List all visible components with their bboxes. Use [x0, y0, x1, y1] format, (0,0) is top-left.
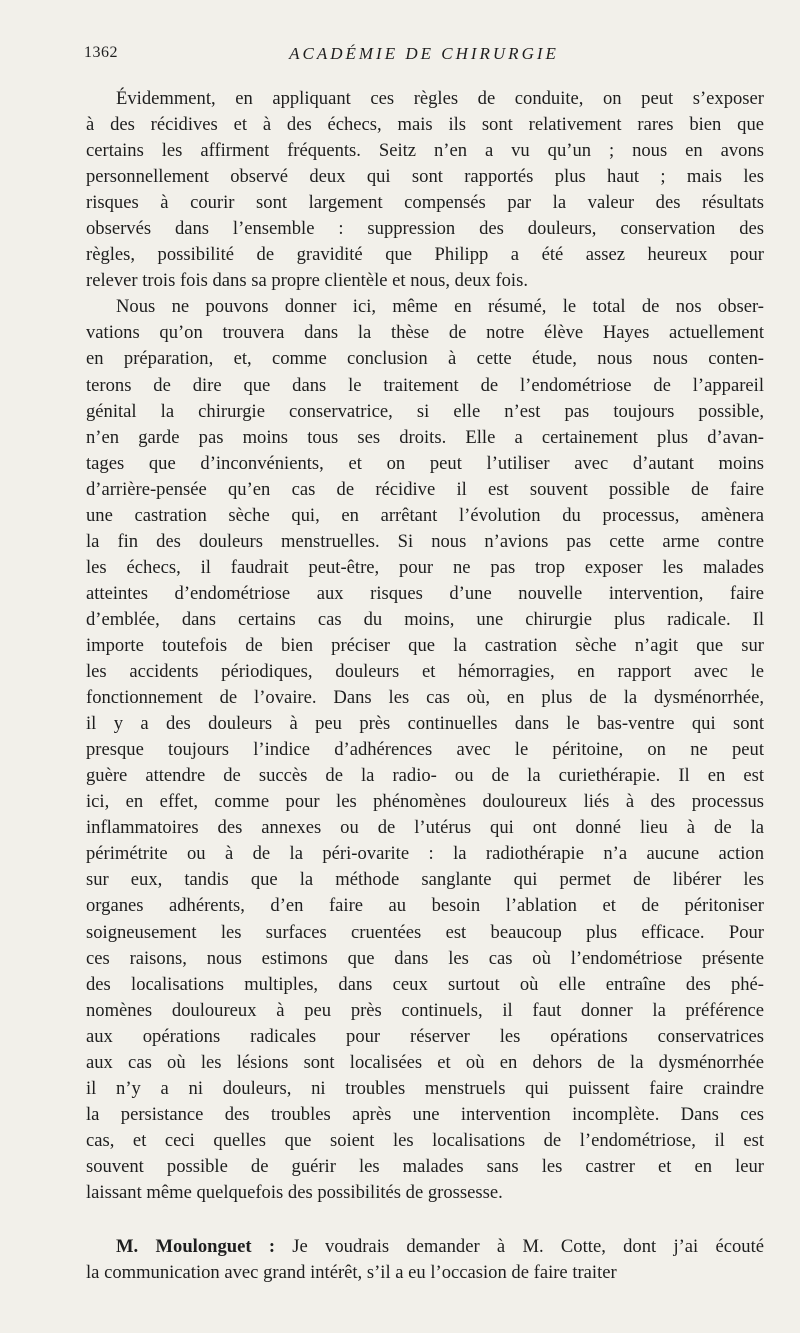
- paragraph-line: des localisations multiples, dans ceux surtout où elle entraîne des phé-: [86, 973, 764, 995]
- paragraph-line: en préparation, et, comme conclusion à cette étude, nous nous conten-: [86, 348, 764, 370]
- paragraph-line: à des récidives et à des échecs, mais ils sont relativement rares bien que: [86, 114, 764, 136]
- paragraph-line: les échecs, il faudrait peut-être, pour ne pas trop exposer les malades: [86, 556, 764, 578]
- page-header: [84, 44, 764, 72]
- paragraph-line: laissant même quelquefois des possibilités de grossesse.: [86, 1181, 503, 1203]
- paragraph-line: vations qu’on trouvera dans la thèse de notre élève Hayes actuellement: [86, 322, 764, 344]
- paragraph-line: risques à courir sont largement compensés par la valeur des résultats: [86, 192, 764, 214]
- discussion-paragraph: [86, 1234, 764, 1286]
- paragraph-line: fonctionnement de l’ovaire. Dans les cas où, en plus de la dysménorrhée,: [86, 687, 764, 709]
- paragraph-line: d’emblée, dans certains cas du moins, une chirurgie plus radicale. Il: [86, 608, 764, 630]
- paragraph-line: aux opérations radicales pour réserver les opérations conservatrices: [86, 1025, 764, 1047]
- paragraph-2: [86, 294, 764, 1206]
- paragraph-line: ici, en effet, comme pour les phénomènes douloureux liés à des processus: [86, 791, 764, 813]
- paragraph-line: génital la chirurgie conservatrice, si elle n’est pas toujours possible,: [86, 400, 764, 422]
- body-text: [86, 86, 764, 1286]
- section-gap: [86, 1206, 764, 1234]
- paragraph-line: atteintes d’endométriose aux risques d’une nouvelle intervention, faire: [86, 582, 764, 604]
- paragraph-line: observés dans l’ensemble : suppression des douleurs, conservation des: [86, 218, 764, 240]
- paragraph-line: Évidemment, en appliquant ces règles de conduite, on peut s’exposer: [116, 88, 764, 109]
- paragraph-line: personnellement observé deux qui sont rapportés plus haut ; mais les: [86, 166, 764, 188]
- paragraph-line: souvent possible de guérir les malades sans les castrer et en leur: [86, 1155, 764, 1177]
- paragraph-line: terons de dire que dans le traitement de l’endométriose de l’appareil: [86, 374, 764, 396]
- paragraph-line: d’arrière-pensée qu’en cas de récidive il est souvent possible de faire: [86, 478, 764, 500]
- running-head: ACADÉMIE DE CHIRURGIE: [289, 44, 559, 63]
- paragraph-line: ces raisons, nous estimons que dans les cas où l’endométriose présente: [86, 947, 764, 969]
- paragraph-line: soigneusement les surfaces cruentées est beaucoup plus efficace. Pour: [86, 921, 764, 943]
- paragraph-line: inflammatoires des annexes ou de l’utérus qui ont donné lieu à de la: [86, 817, 764, 839]
- paragraph-line: une castration sèche qui, en arrêtant l’évolution du processus, amènera: [86, 504, 764, 526]
- paragraph-line: il y a des douleurs à peu près continuelles dans le bas-ventre qui sont: [86, 713, 764, 735]
- paragraph-line: périmétrite ou à de la péri-ovarite : la radiothérapie n’a aucune action: [86, 843, 764, 865]
- speaker-text: Je voudrais demander à M. Cotte, dont j’ai écouté: [292, 1236, 764, 1258]
- paragraph-line: la persistance des troubles après une intervention incomplète. Dans ces: [86, 1103, 764, 1125]
- paragraph-line: importe toutefois de bien préciser que la castration sèche n’agit que sur: [86, 634, 764, 656]
- page-number: 1362: [84, 44, 118, 61]
- paragraph-1: [86, 86, 764, 294]
- paragraph-line: aux cas où les lésions sont localisées et où en dehors de la dysménorrhée: [86, 1051, 764, 1073]
- paragraph-line: tages que d’inconvénients, et on peut l’utiliser avec d’autant moins: [86, 452, 764, 474]
- paragraph-line: cas, et ceci quelles que soient les localisations de l’endométriose, il est: [86, 1129, 764, 1151]
- speaker-name: M. Moulonguet :: [116, 1236, 276, 1258]
- paragraph-line: organes adhérents, d’en faire au besoin l’ablation et de péritoniser: [86, 895, 764, 917]
- paragraph-line: sur eux, tandis que la méthode sanglante qui permet de libérer les: [86, 869, 764, 891]
- paragraph-line: règles, possibilité de gravidité que Philipp a été assez heureux pour: [86, 244, 764, 266]
- paragraph-line: presque toujours l’indice d’adhérences avec le péritoine, on ne peut: [86, 739, 764, 761]
- paragraph-line: Nous ne pouvons donner ici, même en résumé, le total de nos obser-: [116, 296, 764, 318]
- paragraph-line: nomènes douloureux à peu près continuels, il faut donner la préférence: [86, 999, 764, 1021]
- paragraph-line: la fin des douleurs menstruelles. Si nous n’avions pas cette arme contre: [86, 530, 764, 552]
- paragraph-line: relever trois fois dans sa propre clientèle et nous, deux fois.: [86, 270, 528, 292]
- paragraph-line: la communication avec grand intérêt, s’il a eu l’occasion de faire traiter: [86, 1262, 617, 1284]
- paragraph-line: guère attendre de succès de la radio- ou de la curiethérapie. Il en est: [86, 765, 764, 787]
- paragraph-line: [86, 1234, 764, 1260]
- paragraph-line: les accidents périodiques, douleurs et hémorragies, en rapport avec le: [86, 661, 764, 683]
- paragraph-line: n’en garde pas moins tous ses droits. Elle a certainement plus d’avan-: [86, 426, 764, 448]
- paragraph-line: il n’y a ni douleurs, ni troubles menstruels qui puissent faire craindre: [86, 1077, 764, 1099]
- paragraph-line: certains les affirment fréquents. Seitz n’en a vu qu’un ; nous en avons: [86, 140, 764, 162]
